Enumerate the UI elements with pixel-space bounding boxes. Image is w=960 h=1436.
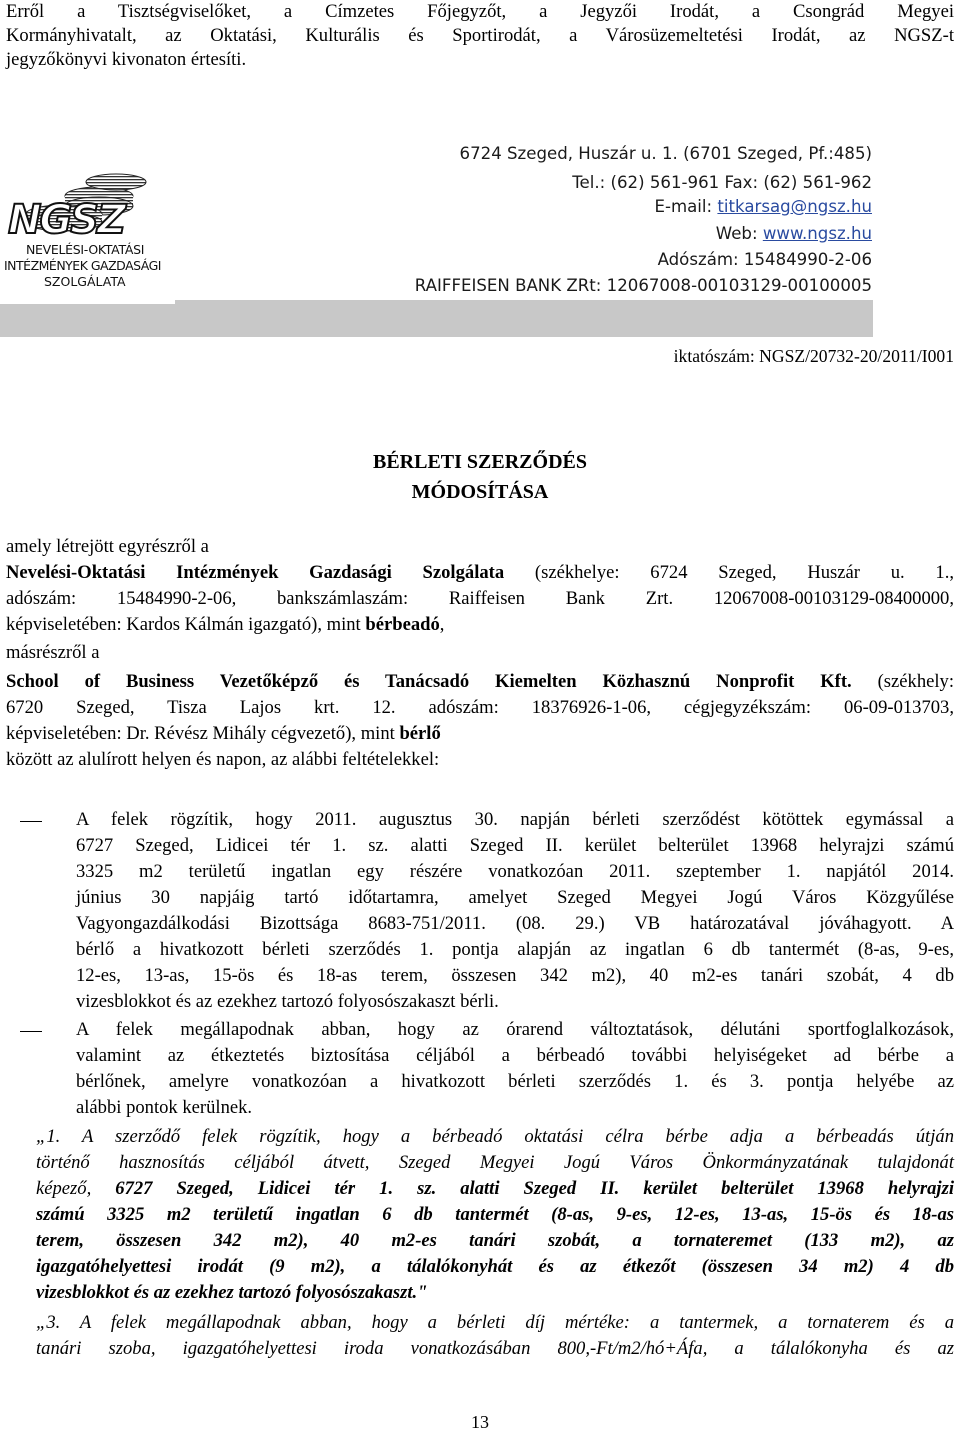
clause-1-line-4: számú 3325 m2 területű ingatlan 6 db tantermét (8-as, 9-es, 12-es, 13-as, 15-ös és 18-as bbox=[36, 1204, 954, 1225]
letterhead-bank: RAIFFEISEN BANK ZRt: 12067008-00103129-00100005 bbox=[414, 276, 872, 295]
bullet-1-line-1: A felek rögzítik, hogy 2011. augusztus 30. napján bérleti szerződést kötöttek egymással a bbox=[76, 809, 954, 830]
lessor-name: Nevelési-Oktatási Intézmények Gazdasági Szolgálata bbox=[6, 562, 505, 583]
logo-line-3: SZOLGÁLATA bbox=[44, 274, 126, 289]
parties-line-6 bbox=[6, 672, 954, 692]
clause-1-line-2: történő hasznosítás céljából átvett, Szeged Megyei Jogú Város Önkormányzatának tulajdonát bbox=[36, 1152, 954, 1173]
bullet-1-line-3: 3325 m2 területű ingatlan egy részére vonatkozóan 2011. szeptember 1. napjától 2014. bbox=[76, 861, 954, 882]
clause-3-line-2: tanári szoba, igazgatóhelyettesi iroda vonatkozásában 800,-Ft/m2/hó+Áfa, a tálalókonyha és az bbox=[36, 1338, 954, 1359]
letterhead bbox=[0, 134, 960, 344]
lessor-role: bérbeadó bbox=[365, 614, 440, 635]
logo-line-2: INTÉZMÉNYEK GAZDASÁGI bbox=[4, 258, 161, 273]
lessee-role: bérlő bbox=[399, 723, 441, 744]
clause-1-line-3 bbox=[36, 1179, 954, 1199]
comma: , bbox=[439, 614, 445, 635]
logo-line-1: NEVELÉSI-OKTATÁSI bbox=[26, 242, 145, 257]
lessee-rep: képviseletében: Dr. Révész Mihály cégvezető), mint bbox=[6, 723, 400, 744]
bullet-2-line-3: bérlőnek, amelyre vonatkozóan a hivatkozott bérleti szerződés 1. és 3. pontja helyébe az bbox=[76, 1071, 954, 1092]
clause-1-line-6: igazgatóhelyettesi irodát (9 m2), a tálalókonyhát és az étkezőt (összesen 34 m2) 4 db bbox=[36, 1256, 954, 1277]
letterhead-web bbox=[716, 222, 872, 246]
clause-1-line-1: „1. A szerződő felek rögzítik, hogy a bérbeadó oktatási célra bérbe adja a bérbeadás útján bbox=[36, 1126, 954, 1147]
letterhead-email bbox=[655, 195, 873, 219]
lessee-seat: (székhely: bbox=[851, 671, 954, 692]
lessor-seat: (székhelye: 6724 Szeged, Huszár u. 1., bbox=[504, 562, 954, 583]
letterhead-phone: Tel.: (62) 561-961 Fax: (62) 561-962 bbox=[572, 173, 872, 192]
email-label: E-mail: bbox=[654, 197, 718, 216]
page-number: 13 bbox=[471, 1412, 489, 1432]
clause-1-line-7: vizesblokkot és az ezekhez tartozó folyosószakaszt." bbox=[36, 1282, 428, 1303]
parties-line-7: 6720 Szeged, Tisza Lajos krt. 12. adószám: 18376926-1-06, cégjegyzékszám: 06-09-013703, bbox=[6, 697, 954, 718]
reference-number: iktatószám: NGSZ/20732-20/2011/I001 bbox=[673, 346, 954, 366]
bullet-2-line-1: A felek megállapodnak abban, hogy az órarend változtatások, délutáni sportfoglalkozások, bbox=[76, 1019, 954, 1040]
clause-1-line-3-a: képező, bbox=[36, 1178, 116, 1199]
parties-line-4 bbox=[6, 615, 444, 635]
bullet-dash-2 bbox=[20, 1031, 42, 1032]
bullet-1-line-7: 12-es, 13-as, 15-ös és 18-as terem, összesen 342 m2), 40 m2-es tanári szobát, 4 db bbox=[76, 965, 954, 986]
clause-3-line-1: „3. A felek megállapodnak abban, hogy a bérleti díj mértéke: a tantermek, a tornaterem és a bbox=[36, 1312, 954, 1333]
lessee-name: School of Business Vezetőképző és Tanácsadó Kiemelten Közhasznú Nonprofit Kft. bbox=[6, 671, 852, 692]
ngsz-logo bbox=[4, 170, 172, 302]
intro-line-3: jegyzőkönyvi kivonaton értesíti. bbox=[6, 49, 247, 70]
parties-line-3: adószám: 15484990-2-06, bankszámlaszám: Raiffeisen Bank Zrt. 12067008-00103129-08400000, bbox=[6, 588, 954, 609]
email-link[interactable]: titkarsag@ngsz.hu bbox=[717, 197, 872, 216]
bullet-1-line-4: június 30 napjáig tartó időtartamra, amelyet Szeged Megyei Jogú Város Közgyűlése bbox=[76, 887, 954, 908]
parties-line-1: amely létrejött egyrészről a bbox=[6, 536, 209, 557]
bullet-2-line-2: valamint az étkeztetés biztosítása céljából a bérbeadó további helyiségeket ad bérbe a bbox=[76, 1045, 954, 1066]
parties-line-2 bbox=[6, 563, 954, 583]
bullet-1-line-6: bérlő a hivatkozott bérleti szerződés 1. pontja alapján az ingatlan 6 db tantermét (8-as, 9-es, bbox=[76, 939, 954, 960]
lessor-rep: képviseletében: Kardos Kálmán igazgató), mint bbox=[6, 614, 366, 635]
bullet-1-line-5: Vagyongazdálkodási Bizottsága 8683-751/2011. (08. 29.) VB határozatával jóváhagyott. A bbox=[76, 913, 954, 934]
parties-line-8 bbox=[6, 724, 441, 744]
clause-1-line-5: terem, összesen 342 m2), 40 m2-es tanári szobát, a tornateremet (133 m2), az bbox=[36, 1230, 954, 1251]
letterhead-band bbox=[0, 300, 873, 337]
letterhead-band-notch bbox=[0, 300, 175, 304]
document-title-line-2: MÓDOSÍTÁSA bbox=[411, 481, 549, 503]
parties-line-9: között az alulírott helyen és napon, az alábbi feltételekkel: bbox=[6, 749, 440, 770]
parties-line-5: másrészről a bbox=[6, 642, 100, 663]
document-title-line-1: BÉRLETI SZERZŐDÉS bbox=[373, 451, 587, 473]
letterhead-address: 6724 Szeged, Huszár u. 1. (6701 Szeged, Pf.:485) bbox=[459, 144, 872, 163]
web-label: Web: bbox=[715, 224, 763, 243]
bullet-2-line-4: alábbi pontok kerülnek. bbox=[76, 1097, 253, 1118]
intro-line-1: Erről a Tisztségviselőket, a Címzetes Főjegyzőt, a Jegyzői Irodát, a Csongrád Megyei bbox=[6, 1, 954, 22]
logo-wordmark: NGSZ bbox=[8, 197, 125, 243]
bullet-dash-1 bbox=[20, 821, 42, 822]
letterhead-tax: Adószám: 15484990-2-06 bbox=[657, 250, 872, 269]
intro-line-2: Kormányhivatalt, az Oktatási, Kulturális és Sportirodát, a Városüzemeltetési Irodát, az NGSZ-t bbox=[6, 25, 954, 46]
clause-1-line-3-b: 6727 Szeged, Lidicei tér 1. sz. alatti Szeged II. kerület belterület 13968 helyrajzi bbox=[115, 1178, 954, 1199]
bullet-1-line-8: vizesblokkot és az ezekhez tartozó folyosószakaszt bérli. bbox=[76, 991, 499, 1012]
bullet-1-line-2: 6727 Szeged, Lidicei tér 1. sz. alatti Szeged II. kerület belterület 13968 helyrajzi számú bbox=[76, 835, 954, 856]
web-link[interactable]: www.ngsz.hu bbox=[762, 224, 872, 243]
